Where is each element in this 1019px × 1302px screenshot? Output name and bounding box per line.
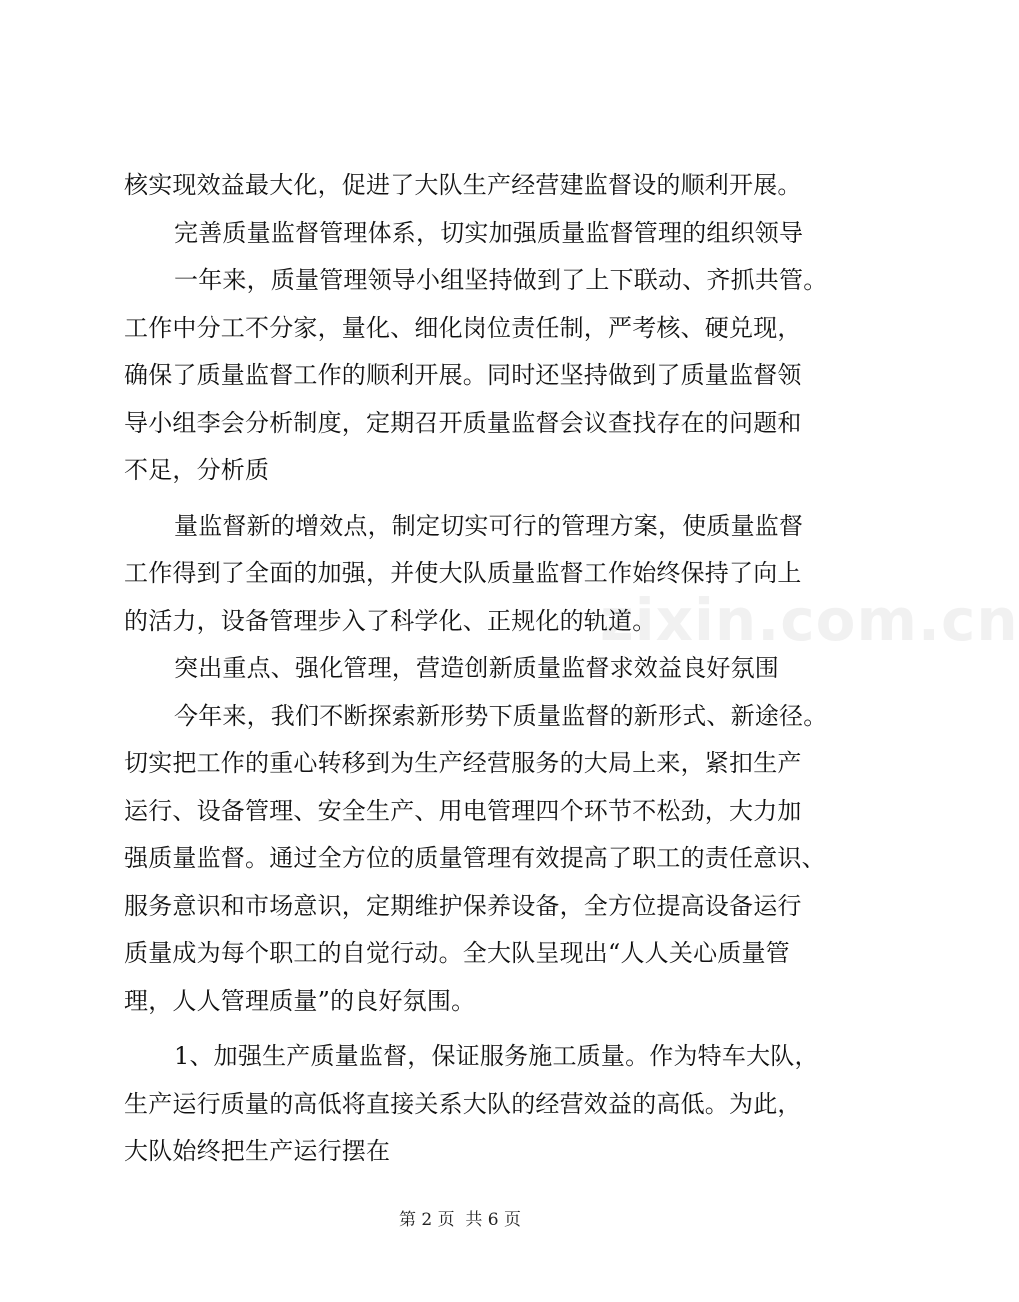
text-line: 生产运行质量的高低将直接关系大队的经营效益的高低。为此， <box>124 1089 802 1118</box>
section-heading: 完善质量监督管理体系，切实加强质量监督管理的组织领导 <box>174 218 804 247</box>
text-line: 切实把工作的重心转移到为生产经营服务的大局上来，紧扣生产 <box>124 749 802 777</box>
page-number-footer: 第 2 页 共 6 页 <box>398 1210 522 1230</box>
text-line: 理，人人管理质量”的良好氛围。 <box>124 986 476 1015</box>
text-line: 工作得到了全面的加强，并使大队质量监督工作始终保持了向上 <box>124 559 802 587</box>
text-line: 工作中分工不分家，量化、细化岗位责任制，严考核、硬兑现， <box>124 313 802 342</box>
text-line: 1、加强生产质量监督，保证服务施工质量。作为特车大队， <box>174 1042 819 1070</box>
text-line: 大队始终把生产运行摆在 <box>124 1137 391 1165</box>
text-line: 质量成为每个职工的自觉行动。全大队呈现出“人人关心质量管 <box>124 939 790 967</box>
text-line: 量监督新的增效点，制定切实可行的管理方案，使质量监督 <box>174 511 804 540</box>
text-line: 的活力，设备管理步入了科学化、正规化的轨道。 <box>124 606 657 635</box>
section-heading: 突出重点、强化管理，营造创新质量监督求效益良好氛围 <box>174 654 779 682</box>
watermark: zixin.com.cn <box>600 586 1019 654</box>
text-line: 不足，分析质 <box>124 456 270 484</box>
text-line: 今年来，我们不断探索新形势下质量监督的新形式、新途径。 <box>174 701 828 730</box>
text-line: 导小组李会分析制度，定期召开质量监督会议查找存在的问题和 <box>124 408 802 437</box>
text-line: 确保了质量监督工作的顺利开展。同时还坚持做到了质量监督领 <box>124 361 802 389</box>
text-line: 强质量监督。通过全方位的质量管理有效提高了职工的责任意识、 <box>124 844 826 872</box>
text-line: 运行、设备管理、安全生产、用电管理四个环节不松劲，大力加 <box>124 796 802 825</box>
text-line: 服务意识和市场意识，定期维护保养设备，全方位提高设备运行 <box>124 891 802 920</box>
text-line: 一年来，质量管理领导小组坚持做到了上下联动、齐抓共管。 <box>174 266 828 294</box>
text-line: 核实现效益最大化，促进了大队生产经营建监督设的顺利开展。 <box>124 171 802 199</box>
body-text <box>124 162 828 1176</box>
